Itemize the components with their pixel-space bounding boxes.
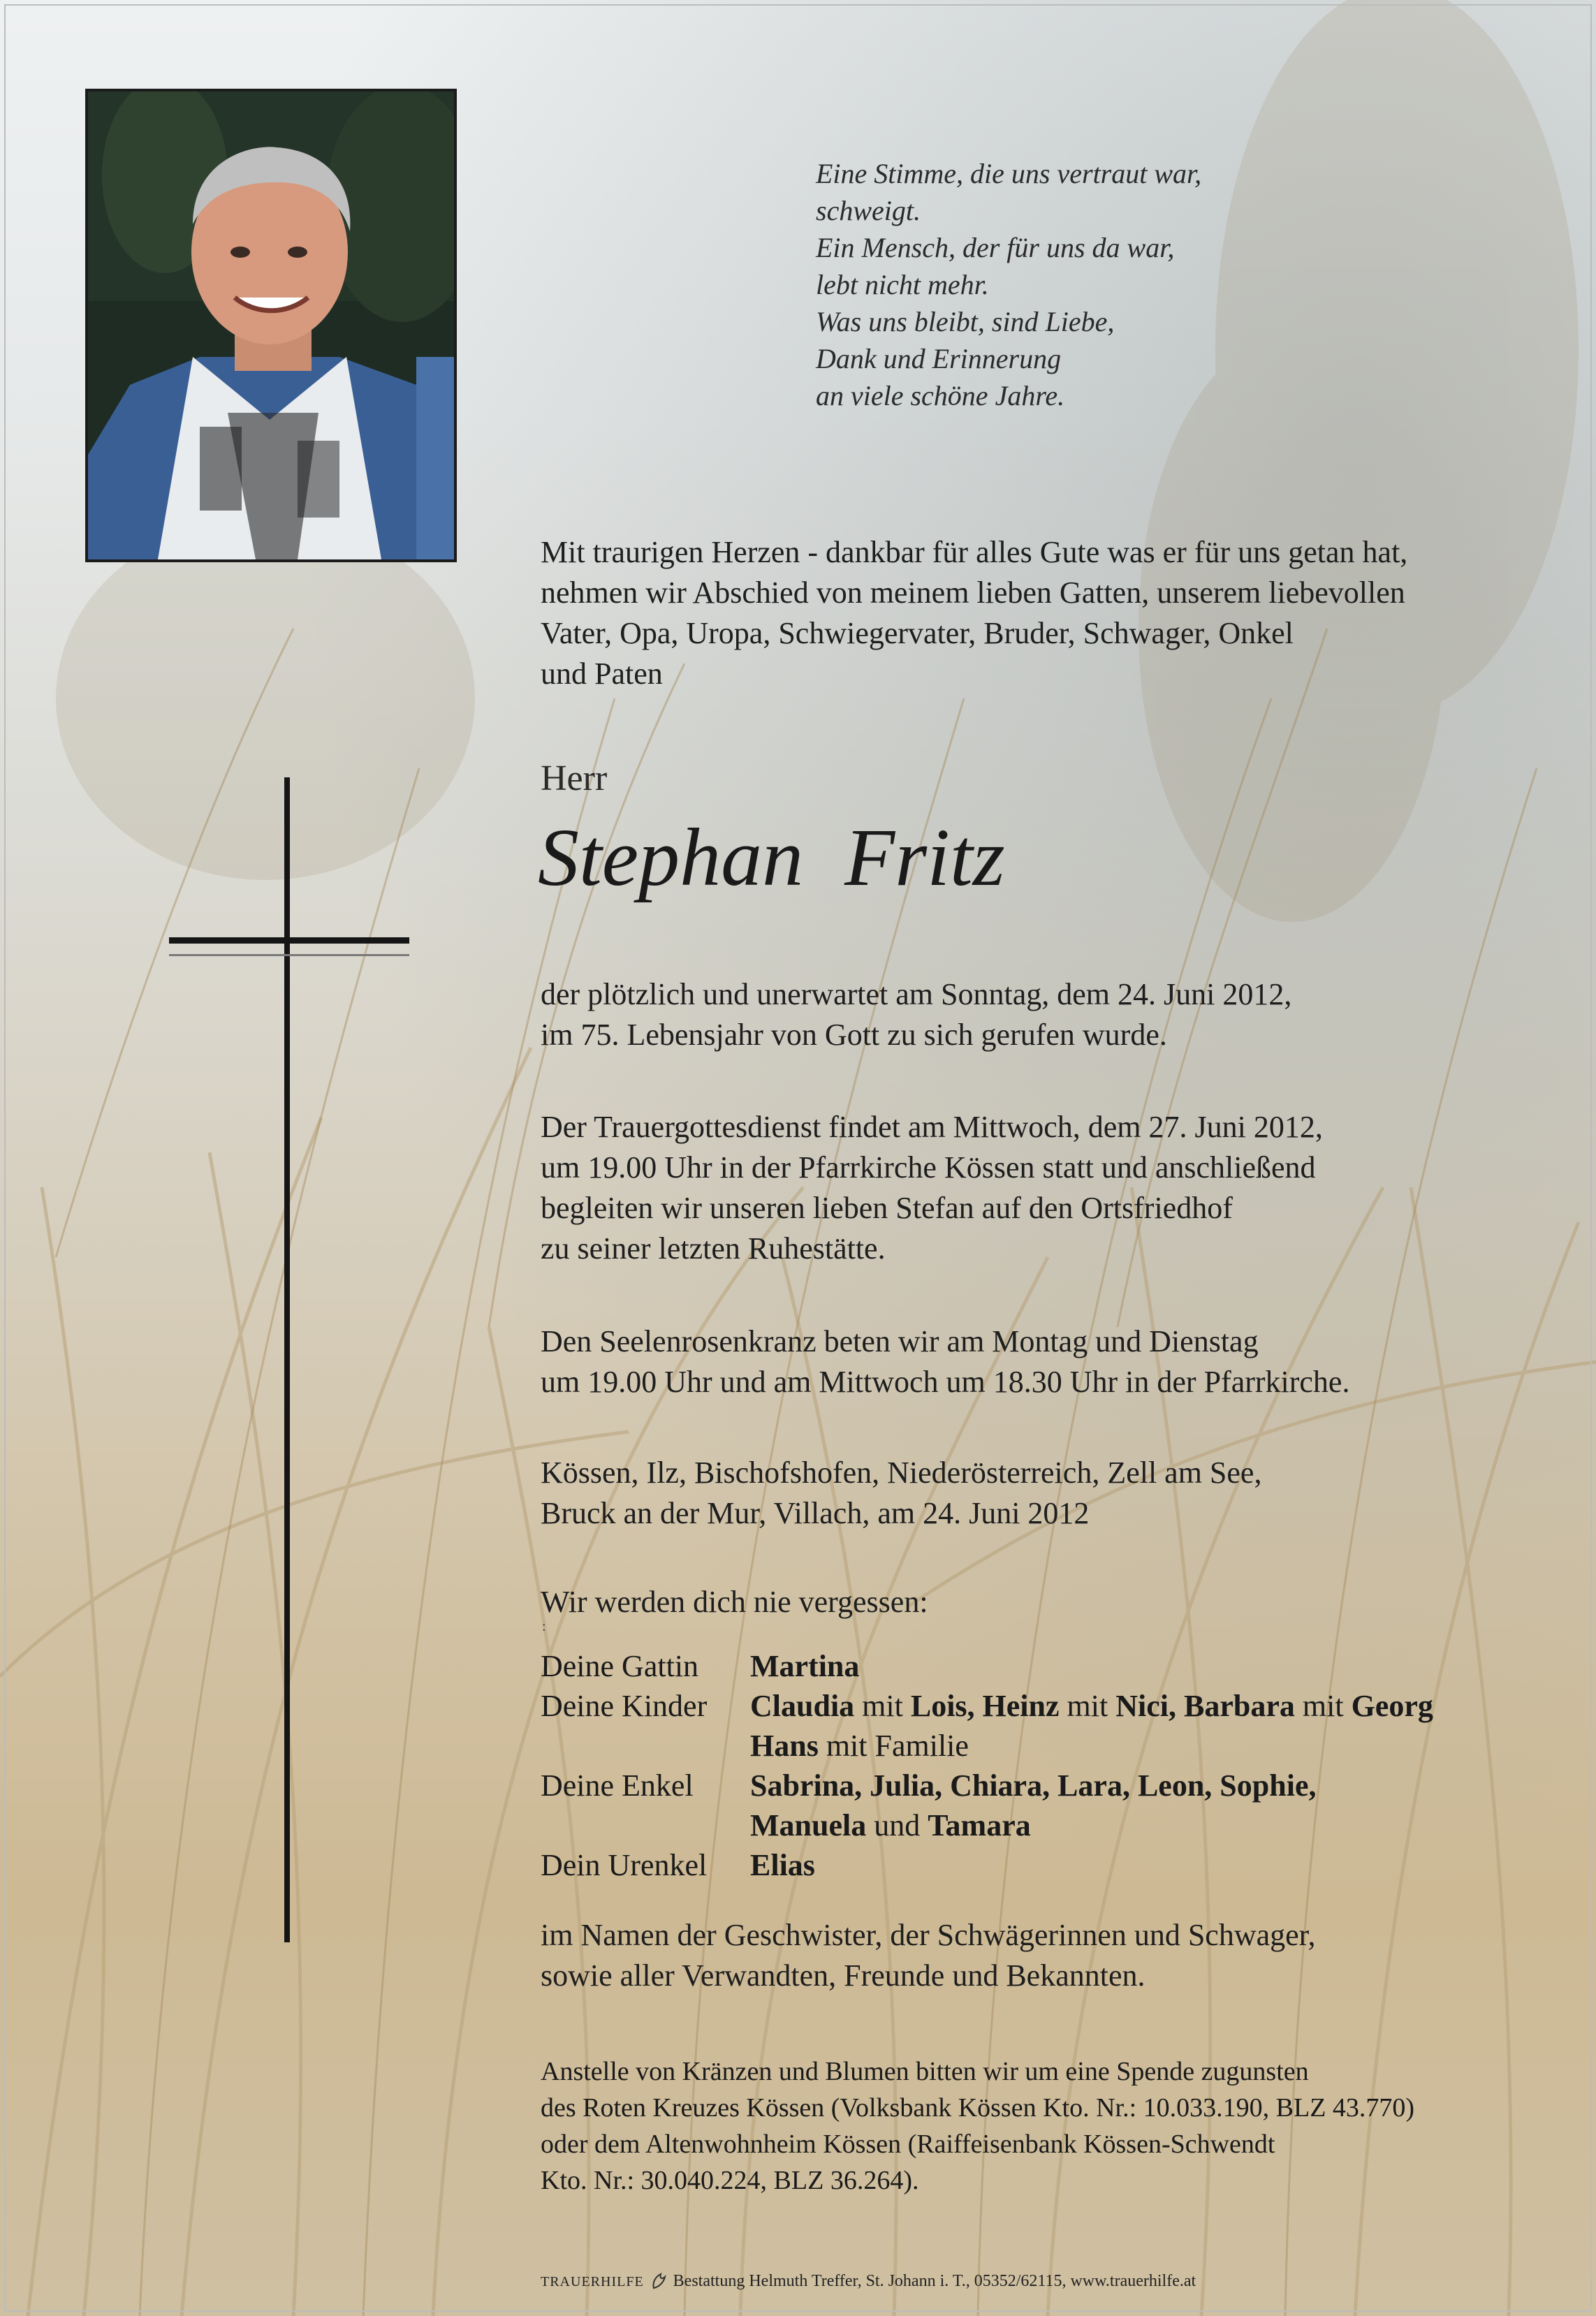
footer-logo: TRAUERHILFE bbox=[541, 2274, 644, 2290]
rosary-line: Den Seelenrosenkranz beten wir am Montag und Dienstag bbox=[541, 1324, 1259, 1358]
never-forget-line bbox=[541, 1582, 1553, 1622]
poem-line: lebt nicht mehr. bbox=[816, 269, 989, 300]
family-name: Georg bbox=[1351, 1689, 1433, 1723]
poem-line: an viele schöne Jahre. bbox=[816, 380, 1065, 411]
poem bbox=[816, 155, 1444, 414]
family-connector: und bbox=[866, 1808, 928, 1842]
family-list bbox=[541, 1646, 1433, 1885]
donation-line: Anstelle von Kränzen und Blumen bitten wir um eine Spende zugunsten bbox=[541, 2057, 1309, 2086]
family-label: Deine Gattin bbox=[541, 1649, 699, 1683]
siblings-line: sowie aller Verwandten, Freunde und Bekannten. bbox=[541, 1958, 1145, 1993]
places-line: Kössen, Ilz, Bischofshofen, Niederösterreich, Zell am See, bbox=[541, 1456, 1262, 1490]
family-name: Lois, Heinz bbox=[910, 1689, 1060, 1723]
cross-icon-shadow bbox=[169, 954, 409, 956]
intro-line: nehmen wir Abschied von meinem lieben Gatten, unserem liebevollen bbox=[541, 576, 1405, 610]
service-paragraph bbox=[541, 1107, 1553, 1269]
poem-line: schweigt. bbox=[816, 195, 921, 226]
dove-icon bbox=[651, 2270, 666, 2294]
family-label: Deine Enkel bbox=[541, 1768, 694, 1803]
deceased-name: Stephan Fritz bbox=[538, 812, 1005, 903]
service-line: um 19.00 Uhr in der Pfarrkirche Kössen statt und anschließend bbox=[541, 1150, 1316, 1185]
family-name: Sabrina, Julia, Chiara, Lara, Leon, Sophie, bbox=[750, 1768, 1317, 1803]
death-paragraph bbox=[541, 974, 1553, 1055]
salutation: Herr bbox=[541, 758, 608, 798]
family-connector: mit bbox=[1059, 1689, 1116, 1723]
service-line: begleiten wir unseren lieben Stefan auf den Ortsfriedhof bbox=[541, 1191, 1233, 1225]
footer-text: Bestattung Helmuth Treffer, St. Johann i. T., 05352/62115, www.trauerhilfe.at bbox=[673, 2272, 1196, 2291]
poem-line: Ein Mensch, der für uns da war, bbox=[816, 232, 1175, 263]
intro-line: Vater, Opa, Uropa, Schwiegervater, Bruder, Schwager, Onkel bbox=[541, 616, 1294, 650]
donation-line: oder dem Altenwohnheim Kössen (Raiffeisenbank Kössen-Schwendt bbox=[541, 2130, 1275, 2159]
poem-line: Was uns bleibt, sind Liebe, bbox=[816, 306, 1115, 337]
family-row-grandchildren-cont bbox=[541, 1805, 1433, 1845]
death-line: der plötzlich und unerwartet am Sonntag, dem 24. Juni 2012, bbox=[541, 977, 1292, 1011]
portrait-photo bbox=[85, 89, 457, 562]
siblings-line: im Namen der Geschwister, der Schwägerinnen und Schwager, bbox=[541, 1918, 1316, 1952]
service-line: Der Trauergottesdienst findet am Mittwoch, dem 27. Juni 2012, bbox=[541, 1110, 1323, 1144]
intro-line: und Paten bbox=[541, 657, 663, 691]
family-connector: mit bbox=[854, 1689, 911, 1723]
family-row-grandchildren bbox=[541, 1766, 1433, 1805]
family-row-greatgrandchild bbox=[541, 1845, 1433, 1885]
places-line: Bruck an der Mur, Villach, am 24. Juni 2012 bbox=[541, 1496, 1090, 1530]
family-name: Hans bbox=[750, 1729, 819, 1763]
rosary-line: um 19.00 Uhr und am Mittwoch um 18.30 Uhr in der Pfarrkirche. bbox=[541, 1365, 1350, 1399]
family-row-wife bbox=[541, 1646, 1433, 1686]
family-label: Deine Kinder bbox=[541, 1689, 708, 1723]
intro-paragraph bbox=[541, 532, 1553, 694]
family-connector: mit bbox=[1294, 1689, 1352, 1723]
never-forget-text: Wir werden dich nie vergessen: bbox=[541, 1585, 928, 1619]
family-row-children bbox=[541, 1686, 1433, 1726]
family-name: Tamara bbox=[928, 1808, 1031, 1842]
donation-line: des Roten Kreuzes Kössen (Volksbank Kössen Kto. Nr.: 10.033.190, BLZ 43.770) bbox=[541, 2093, 1415, 2123]
family-name: Elias bbox=[750, 1848, 815, 1882]
cross-icon-horizontal bbox=[169, 937, 409, 944]
donation-line: Kto. Nr.: 30.040.224, BLZ 36.264). bbox=[541, 2166, 919, 2195]
family-connector: mit Familie bbox=[818, 1729, 969, 1763]
colon-mark: : bbox=[542, 1619, 546, 1634]
places-paragraph bbox=[541, 1453, 1553, 1534]
cross-icon-vertical bbox=[284, 777, 290, 1942]
intro-line: Mit traurigen Herzen - dankbar für alles Gute was er für uns getan hat, bbox=[541, 535, 1408, 569]
family-name: Martina bbox=[750, 1649, 860, 1683]
poem-line: Eine Stimme, die uns vertraut war, bbox=[816, 158, 1202, 189]
family-name: Nici, Barbara bbox=[1115, 1689, 1295, 1723]
donation-paragraph bbox=[541, 2053, 1553, 2199]
family-name: Claudia bbox=[750, 1689, 855, 1723]
death-line: im 75. Lebensjahr von Gott zu sich gerufen wurde. bbox=[541, 1018, 1167, 1052]
rosary-paragraph bbox=[541, 1321, 1553, 1402]
family-row-children-cont bbox=[541, 1726, 1433, 1766]
footer bbox=[541, 2270, 1196, 2294]
family-name: Manuela bbox=[750, 1808, 867, 1842]
family-label: Dein Urenkel bbox=[541, 1848, 708, 1882]
service-line: zu seiner letzten Ruhestätte. bbox=[541, 1231, 886, 1266]
poem-line: Dank und Erinnerung bbox=[816, 343, 1062, 374]
siblings-paragraph bbox=[541, 1915, 1553, 1996]
